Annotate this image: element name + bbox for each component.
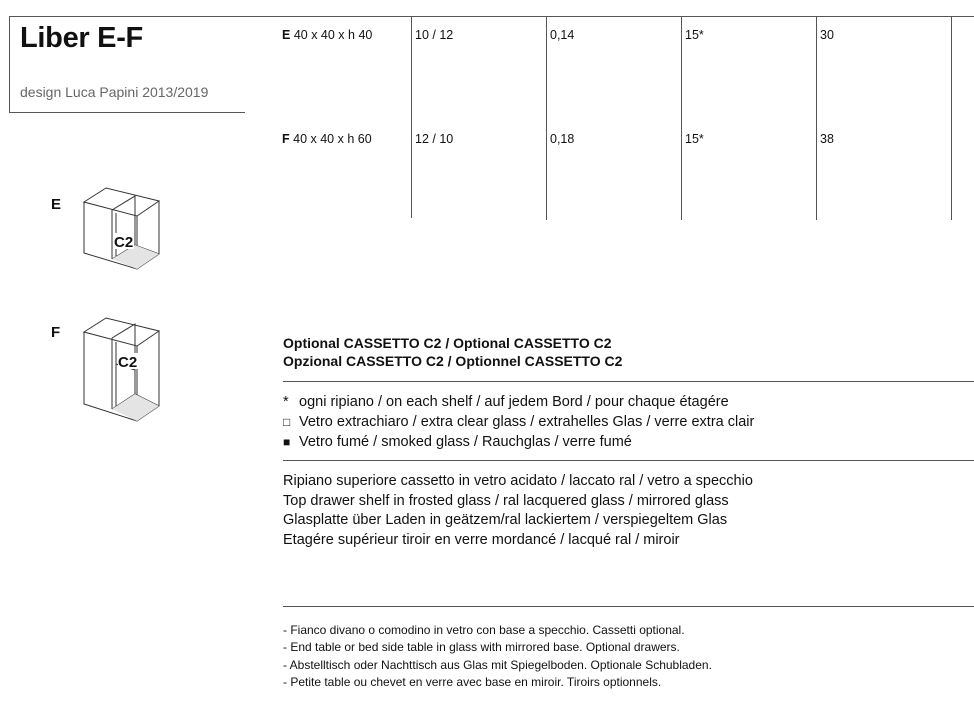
product-title: Liber E-F xyxy=(20,22,143,54)
note-line: - Petite table ou chevet en verre avec base en miroir. Tiroirs optionnels. xyxy=(283,674,662,689)
drawer-c2-label: C2 xyxy=(118,354,138,371)
row-cell: 30 xyxy=(820,28,834,42)
row-cell: 0,14 xyxy=(550,28,575,42)
note-line: - Abstelltisch oder Nachttisch aus Glas mit Spiegelboden. Optionale Schubladen. xyxy=(283,657,712,672)
asterisk-icon: * xyxy=(283,394,289,410)
row-dimensions xyxy=(282,28,372,42)
note-line: - End table or bed side table in glass with mirrored base. Optional drawers. xyxy=(283,640,680,655)
legend-text: ogni ripiano / on each shelf / auf jedem Bord / pour chaque étagére xyxy=(299,394,729,410)
row-cell: 15* xyxy=(685,28,704,42)
row-cell: 15* xyxy=(685,132,704,146)
empty-square-icon: □ xyxy=(283,415,291,429)
row-cell: 38 xyxy=(820,132,834,146)
row-code: E xyxy=(282,28,291,42)
optional-drawer-heading xyxy=(283,334,622,370)
legend-item xyxy=(283,412,754,432)
row-dims: 40 x 40 x h 60 xyxy=(293,132,372,146)
table-col-divider xyxy=(816,17,817,220)
designer-credit: design Luca Papini 2013/2019 xyxy=(20,84,209,100)
optional-line-2: Opzional CASSETTO C2 / Optionnel CASSETTO C2 xyxy=(283,353,623,369)
drawer-c2-label: C2 xyxy=(114,234,134,251)
cabinet-f-drawing xyxy=(78,312,164,424)
product-notes xyxy=(283,622,712,691)
drawing-e-label: E xyxy=(51,196,62,213)
shelf-description xyxy=(283,472,753,550)
description-line: Glasplatte über Laden in geätzem/ral lackiertem / verspiegeltem Glas xyxy=(283,512,728,528)
table-col-divider xyxy=(951,17,952,220)
description-line: Etagére supérieur tiroir en verre mordancé / lacqué ral / miroir xyxy=(283,531,680,548)
note-line: - Fianco divano o comodino in vetro con base a specchio. Cassetti optional. xyxy=(283,623,685,637)
legend-item xyxy=(283,432,754,452)
row-dims: 40 x 40 x h 40 xyxy=(293,28,373,42)
table-col-divider xyxy=(681,17,682,220)
divider xyxy=(283,381,974,382)
table-col-divider xyxy=(546,17,547,220)
optional-line-1: Optional CASSETTO C2 / Optional CASSETTO C2 xyxy=(283,335,612,351)
legend-text: Vetro extrachiaro / extra clear glass / extrahelles Glas / verre extra clair xyxy=(299,414,755,430)
description-line: Ripiano superiore cassetto in vetro acidato / laccato ral / vetro a specchio xyxy=(283,473,753,489)
header-left-border xyxy=(9,16,10,112)
row-dimensions xyxy=(282,132,372,146)
divider xyxy=(283,460,974,461)
filled-square-icon: ■ xyxy=(283,435,291,449)
row-cell: 12 / 10 xyxy=(415,132,454,146)
cabinet-e-drawing xyxy=(78,184,164,274)
table-col-divider xyxy=(411,17,412,218)
divider xyxy=(283,606,974,607)
top-border xyxy=(9,16,974,17)
legend-text: Vetro fumé / smoked glass / Rauchglas / verre fumé xyxy=(299,434,632,450)
drawing-f-label: F xyxy=(51,324,61,341)
legend-item xyxy=(283,392,754,412)
row-cell: 10 / 12 xyxy=(415,28,454,42)
row-code: F xyxy=(282,132,290,146)
header-underline xyxy=(9,112,245,113)
row-cell: 0,18 xyxy=(550,132,575,146)
description-line: Top drawer shelf in frosted glass / ral lacquered glass / mirrored glass xyxy=(283,492,729,509)
legend xyxy=(283,392,754,452)
